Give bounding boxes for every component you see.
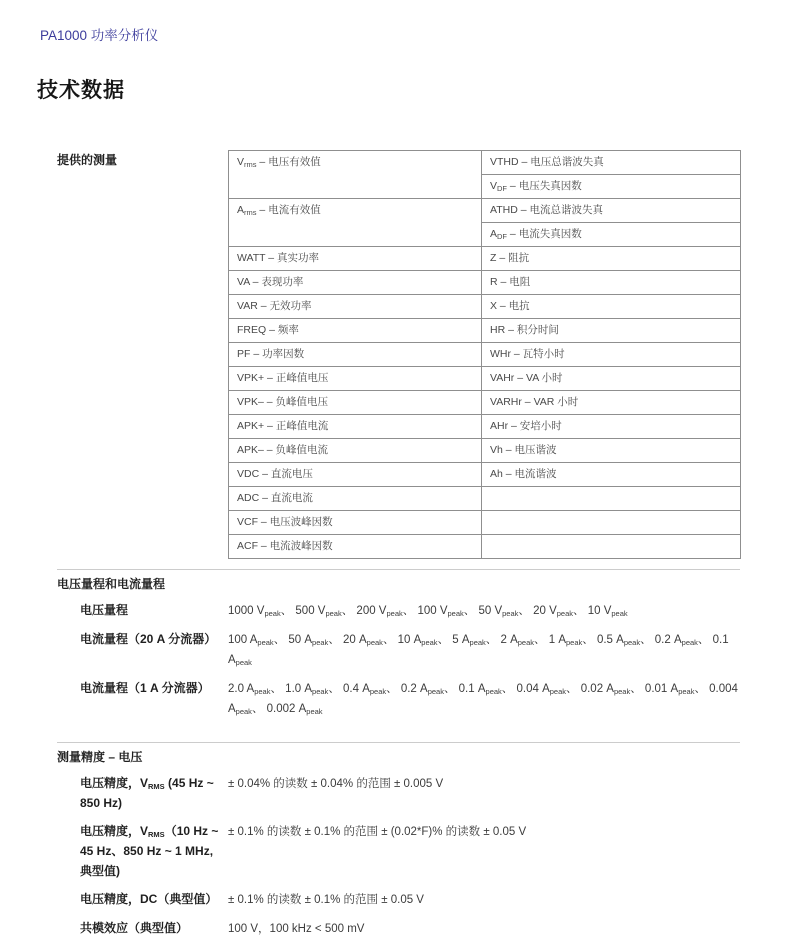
ranges-rows [57,600,740,719]
measurement-cell-left: VPK+ – 正峰值电压 [229,367,482,391]
measurements-table [228,150,741,559]
spec-row-value: 100 V，100 kHz < 500 mV [228,923,365,935]
spec-row-value: 1000 $V_{peak}$、 500 $V_{peak}$、 200 $V_{peak}$、 100 $V_{peak}$、 50 $V_{peak}$、 20 $V_{peak}$、 10 $V_{peak}$ [228,605,628,618]
measurement-cell-right: Z – 阻抗 [482,247,741,271]
spec-row [57,918,740,939]
measurement-cell-right: X – 电抗 [482,295,741,319]
accuracy-rows [57,773,740,939]
measurement-row [229,463,741,487]
spec-row-label: 电压量程 [80,603,129,617]
measurement-cell-left: $A_{rms}$ – 电流有效值 [229,199,482,247]
spec-row-value: ± 0.1% 的读数 ± 0.1% 的范围 ± (0.02*F)% 的读数 ± 0.05 V [228,826,527,838]
measurement-row [229,247,741,271]
measurement-cell-right [482,511,741,535]
spec-row-value: 2.0 $A_{peak}$、 1.0 $A_{peak}$、 0.4 $A_{peak}$、 0.2 $A_{peak}$、 0.1 $A_{peak}$、 0.04 $A_{peak}$、 0.02 $A_{peak}$、 0.01 $A_{peak}$、 0.004 $A_{peak}$、 0.002 $A_{peak}$ [228,683,738,716]
measurement-cell-right: $V_{DF}$ – 电压失真因数 [482,175,741,199]
spec-row-value: ± 0.1% 的读数 ± 0.1% 的范围 ± 0.05 V [228,894,424,906]
measurement-cell-right: VAHr – VA 小时 [482,367,741,391]
spec-row [57,629,740,670]
measurement-cell-left: VPK– – 负峰值电压 [229,391,482,415]
measurement-row [229,319,741,343]
measurement-cell-right: HR – 积分时间 [482,319,741,343]
measurement-cell-right: WHr – 瓦特小时 [482,343,741,367]
measurement-cell-right [482,535,741,559]
product-line-header: PA1000 功率分析仪 [40,28,159,43]
measurement-cell-left: ADC – 直流电流 [229,487,482,511]
measurement-cell-right: $A_{DF}$ – 电流失真因数 [482,223,741,247]
measurement-cell-right [482,487,741,511]
measurement-row [229,271,741,295]
spec-row [57,600,740,621]
spec-row-label: 电压精度，$V_{RMS}(10$ Hz ~ 45 Hz、850 Hz ~ 1 MHz, 典型值) [80,824,219,878]
measurement-cell-right: AHr – 安培小时 [482,415,741,439]
measurement-cell-left: VAR – 无效功率 [229,295,482,319]
page-title: 技术数据 [37,79,125,102]
spec-row [57,773,740,813]
measurement-row [229,415,741,439]
measurement-cell-left: $V_{rms}$ – 电压有效值 [229,151,482,199]
measurement-cell-left: FREQ – 频率 [229,319,482,343]
spec-row-label: 电压精度，$V_{RMS}$ (45 Hz ~ 850 Hz) [80,776,214,810]
measurement-row [229,343,741,367]
spec-row-label: 电压精度，DC（典型值） [80,892,218,906]
measurement-cell-left: APK– – 负峰值电流 [229,439,482,463]
accuracy-section-title: 测量精度 – 电压 [57,750,143,764]
measurement-cell-left: VCF – 电压波峰因数 [229,511,482,535]
measurement-row [229,295,741,319]
measurements-table-body [229,151,741,559]
measurements-section-label: 提供的测量 [57,153,118,167]
spec-row-label: 共模效应（典型值） [80,921,189,935]
measurement-row [229,199,741,223]
measurement-cell-right: VARHr – VAR 小时 [482,391,741,415]
section-ranges [57,569,740,732]
measurement-row [229,367,741,391]
measurement-cell-right: ATHD – 电流总谐波失真 [482,199,741,223]
measurement-cell-left: PF – 功率因数 [229,343,482,367]
spec-row-label: 电流量程（20 A 分流器） [80,632,217,646]
measurement-cell-right: VTHD – 电压总谐波失真 [482,151,741,175]
measurement-row [229,487,741,511]
measurement-cell-left: VDC – 直流电压 [229,463,482,487]
measurement-row [229,439,741,463]
measurement-cell-left: ACF – 电流波峰因数 [229,535,482,559]
ranges-section-title: 电压量程和电流量程 [57,577,166,591]
measurement-row [229,511,741,535]
measurement-row [229,391,741,415]
spec-row-label: 电流量程（1 A 分流器） [80,681,210,695]
section-measurements [57,150,740,559]
measurement-cell-left: WATT – 真实功率 [229,247,482,271]
spec-row-value: 100 $A_{peak}$、 50 $A_{peak}$、 20 $A_{peak}$、 10 $A_{peak}$、 5 $A_{peak}$、 2 $A_{peak}$、 1 $A_{peak}$、 0.5 $A_{peak}$、 0.2 $A_{peak}$、 0.1 $A_{peak}$ [228,634,729,667]
measurement-row [229,535,741,559]
spec-row [57,889,740,910]
measurement-cell-right: Vh – 电压谐波 [482,439,741,463]
measurement-cell-left: APK+ – 正峰值电流 [229,415,482,439]
spec-row [57,678,740,719]
spec-row-value: ± 0.04% 的读数 ± 0.04% 的范围 ± 0.005 V [228,778,444,790]
spec-row [57,821,740,881]
section-accuracy [57,742,740,952]
measurement-cell-right: Ah – 电流谐波 [482,463,741,487]
measurement-cell-right: R – 电阻 [482,271,741,295]
measurement-row [229,151,741,175]
measurement-cell-left: VA – 表现功率 [229,271,482,295]
content-area [0,150,786,952]
